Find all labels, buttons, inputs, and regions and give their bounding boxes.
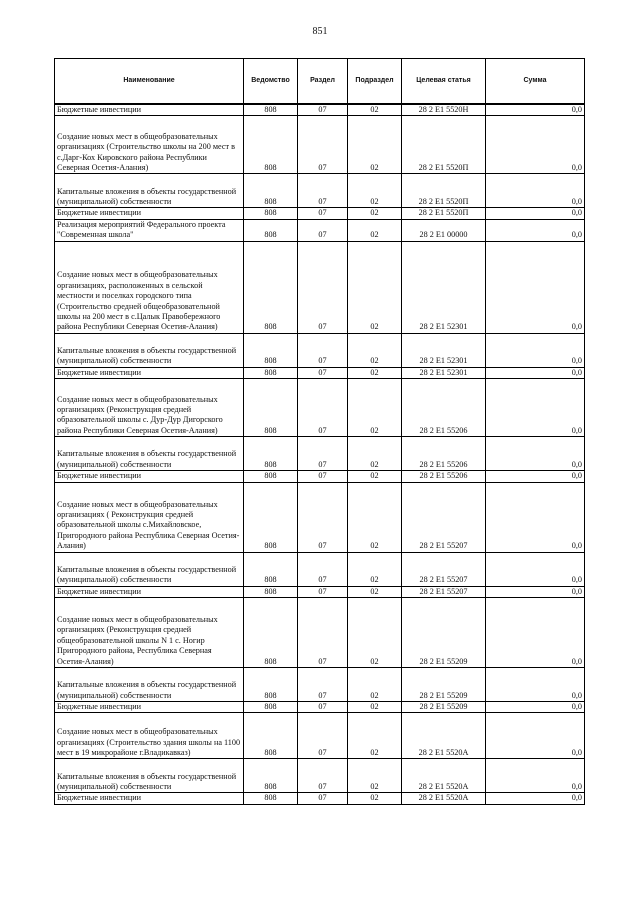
row-section-cell: 07 (298, 208, 348, 219)
row-section-cell: 07 (298, 552, 348, 586)
table-row (55, 379, 585, 437)
table-row (55, 437, 585, 471)
row-department-cell: 808 (244, 174, 298, 208)
row-department-cell: 808 (244, 702, 298, 713)
table-row (55, 793, 585, 804)
table-row (55, 174, 585, 208)
row-department-cell: 808 (244, 208, 298, 219)
row-section-cell: 07 (298, 668, 348, 702)
row-section-cell: 07 (298, 713, 348, 759)
row-department-cell: 808 (244, 241, 298, 333)
row-amount-cell: 0,0 (486, 471, 585, 482)
row-section-cell: 07 (298, 367, 348, 378)
row-subsection-cell: 02 (348, 598, 402, 668)
row-subsection-cell: 02 (348, 713, 402, 759)
row-department-cell: 808 (244, 482, 298, 552)
column-header-department: Ведомство (244, 59, 298, 105)
table-row (55, 471, 585, 482)
row-subsection-cell: 02 (348, 437, 402, 471)
row-section-cell: 07 (298, 437, 348, 471)
row-amount-cell: 0,0 (486, 793, 585, 804)
table-row (55, 219, 585, 241)
row-section-cell: 07 (298, 116, 348, 174)
table-row (55, 702, 585, 713)
table-header-row (55, 59, 585, 105)
row-name-cell: Бюджетные инвестиции (55, 367, 244, 378)
row-name-cell: Капитальные вложения в объекты государственной (муниципальной) собственности (55, 552, 244, 586)
table-row (55, 598, 585, 668)
row-target-item-cell: 28 2 Е1 52301 (402, 241, 486, 333)
row-section-cell: 07 (298, 598, 348, 668)
row-name-cell: Создание новых мест в общеобразовательных организациях, расположенных в сельской местности и поселках городского типа (Строительство средней общеобразовательной школы на 200 мест в с.Цалык Правобережного района Республики Северная Осетия-Алания) (55, 241, 244, 333)
row-subsection-cell: 02 (348, 586, 402, 597)
table-row (55, 586, 585, 597)
row-name-cell: Капитальные вложения в объекты государственной (муниципальной) собственности (55, 174, 244, 208)
column-header-section: Раздел (298, 59, 348, 105)
row-section-cell: 07 (298, 219, 348, 241)
row-department-cell: 808 (244, 471, 298, 482)
row-subsection-cell: 02 (348, 793, 402, 804)
row-department-cell: 808 (244, 713, 298, 759)
table-row (55, 713, 585, 759)
row-name-cell: Бюджетные инвестиции (55, 702, 244, 713)
row-target-item-cell: 28 2 Е1 55206 (402, 471, 486, 482)
row-name-cell: Капитальные вложения в объекты государственной (муниципальной) собственности (55, 333, 244, 367)
row-amount-cell: 0,0 (486, 437, 585, 471)
row-name-cell: Капитальные вложения в объекты государственной (муниципальной) собственности (55, 668, 244, 702)
row-section-cell: 07 (298, 482, 348, 552)
row-subsection-cell: 02 (348, 668, 402, 702)
row-department-cell: 808 (244, 104, 298, 116)
row-name-cell: Создание новых мест в общеобразовательных организациях (Реконструкция средней образовательной школы с. Дур-Дур Дигорского района Республики Северная Осетия-Алания) (55, 379, 244, 437)
row-amount-cell: 0,0 (486, 208, 585, 219)
row-department-cell: 808 (244, 793, 298, 804)
row-name-cell: Создание новых мест в общеобразовательных организациях (Строительство здания школы на 1100 мест в 19 микрорайоне г.Владикавказ) (55, 713, 244, 759)
row-subsection-cell: 02 (348, 208, 402, 219)
table-row (55, 116, 585, 174)
row-amount-cell: 0,0 (486, 367, 585, 378)
row-department-cell: 808 (244, 367, 298, 378)
row-section-cell: 07 (298, 702, 348, 713)
row-section-cell: 07 (298, 793, 348, 804)
row-name-cell: Создание новых мест в общеобразовательных организациях ( Реконструкция средней образовательной школы с.Михайловское, Пригородного района Республика Северная Осетия-Алания) (55, 482, 244, 552)
row-target-item-cell: 28 2 Е1 55206 (402, 379, 486, 437)
column-header-name: Наименование (55, 59, 244, 105)
row-target-item-cell: 28 2 Е1 52301 (402, 333, 486, 367)
table-row (55, 482, 585, 552)
row-amount-cell: 0,0 (486, 219, 585, 241)
row-amount-cell: 0,0 (486, 668, 585, 702)
row-section-cell: 07 (298, 379, 348, 437)
table-row (55, 367, 585, 378)
table-row (55, 759, 585, 793)
row-amount-cell: 0,0 (486, 482, 585, 552)
row-department-cell: 808 (244, 333, 298, 367)
row-department-cell: 808 (244, 437, 298, 471)
row-section-cell: 07 (298, 586, 348, 597)
table-row (55, 333, 585, 367)
row-department-cell: 808 (244, 598, 298, 668)
table-row (55, 668, 585, 702)
row-target-item-cell: 28 2 Е1 5520П (402, 208, 486, 219)
row-section-cell: 07 (298, 471, 348, 482)
row-target-item-cell: 28 2 Е1 5520Н (402, 104, 486, 116)
row-amount-cell: 0,0 (486, 598, 585, 668)
table-row (55, 208, 585, 219)
row-target-item-cell: 28 2 Е1 5520П (402, 174, 486, 208)
row-department-cell: 808 (244, 668, 298, 702)
row-section-cell: 07 (298, 174, 348, 208)
row-target-item-cell: 28 2 Е1 5520А (402, 793, 486, 804)
row-amount-cell: 0,0 (486, 174, 585, 208)
row-name-cell: Бюджетные инвестиции (55, 208, 244, 219)
row-subsection-cell: 02 (348, 759, 402, 793)
row-amount-cell: 0,0 (486, 759, 585, 793)
row-section-cell: 07 (298, 241, 348, 333)
row-subsection-cell: 02 (348, 174, 402, 208)
row-target-item-cell: 28 2 Е1 55209 (402, 702, 486, 713)
row-name-cell: Капитальные вложения в объекты государственной (муниципальной) собственности (55, 759, 244, 793)
row-department-cell: 808 (244, 586, 298, 597)
row-subsection-cell: 02 (348, 104, 402, 116)
row-subsection-cell: 02 (348, 379, 402, 437)
row-name-cell: Реализация мероприятий Федерального проекта "Современная школа" (55, 219, 244, 241)
row-target-item-cell: 28 2 Е1 5520А (402, 713, 486, 759)
row-amount-cell: 0,0 (486, 241, 585, 333)
column-header-target-item: Целевая статья (402, 59, 486, 105)
row-department-cell: 808 (244, 116, 298, 174)
row-amount-cell: 0,0 (486, 379, 585, 437)
row-name-cell: Бюджетные инвестиции (55, 793, 244, 804)
column-header-subsection: Подраздел (348, 59, 402, 105)
column-header-amount: Сумма (486, 59, 585, 105)
row-name-cell: Бюджетные инвестиции (55, 586, 244, 597)
row-target-item-cell: 28 2 Е1 52301 (402, 367, 486, 378)
row-name-cell: Бюджетные инвестиции (55, 104, 244, 116)
row-subsection-cell: 02 (348, 367, 402, 378)
row-amount-cell: 0,0 (486, 333, 585, 367)
row-target-item-cell: 28 2 Е1 55207 (402, 586, 486, 597)
row-name-cell: Капитальные вложения в объекты государственной (муниципальной) собственности (55, 437, 244, 471)
row-amount-cell: 0,0 (486, 116, 585, 174)
row-amount-cell: 0,0 (486, 104, 585, 116)
row-department-cell: 808 (244, 552, 298, 586)
row-subsection-cell: 02 (348, 116, 402, 174)
row-target-item-cell: 28 2 Е1 00000 (402, 219, 486, 241)
row-target-item-cell: 28 2 Е1 55207 (402, 552, 486, 586)
table-row (55, 104, 585, 116)
row-subsection-cell: 02 (348, 702, 402, 713)
row-department-cell: 808 (244, 759, 298, 793)
row-amount-cell: 0,0 (486, 586, 585, 597)
row-name-cell: Создание новых мест в общеобразовательных организациях (Строительство школы на 200 мест в с.Дарг-Кох Кировского района Республики Северная Осетия-Алания) (55, 116, 244, 174)
row-subsection-cell: 02 (348, 219, 402, 241)
row-target-item-cell: 28 2 Е1 5520А (402, 759, 486, 793)
row-target-item-cell: 28 2 Е1 55209 (402, 598, 486, 668)
row-subsection-cell: 02 (348, 333, 402, 367)
row-subsection-cell: 02 (348, 241, 402, 333)
row-subsection-cell: 02 (348, 482, 402, 552)
row-target-item-cell: 28 2 Е1 55207 (402, 482, 486, 552)
row-amount-cell: 0,0 (486, 702, 585, 713)
row-department-cell: 808 (244, 219, 298, 241)
row-target-item-cell: 28 2 Е1 55206 (402, 437, 486, 471)
row-section-cell: 07 (298, 759, 348, 793)
row-target-item-cell: 28 2 Е1 5520П (402, 116, 486, 174)
budget-table (54, 58, 585, 805)
row-target-item-cell: 28 2 Е1 55209 (402, 668, 486, 702)
row-subsection-cell: 02 (348, 471, 402, 482)
row-amount-cell: 0,0 (486, 713, 585, 759)
row-name-cell: Бюджетные инвестиции (55, 471, 244, 482)
row-department-cell: 808 (244, 379, 298, 437)
row-amount-cell: 0,0 (486, 552, 585, 586)
table-row (55, 241, 585, 333)
row-subsection-cell: 02 (348, 552, 402, 586)
page-number: 851 (312, 26, 328, 37)
row-name-cell: Создание новых мест в общеобразовательных организациях (Реконструкция средней общеобразовательной школы N 1 с. Ногир Пригородного района, Республика Северная Осетия-Алания) (55, 598, 244, 668)
row-section-cell: 07 (298, 333, 348, 367)
row-section-cell: 07 (298, 104, 348, 116)
table-row (55, 552, 585, 586)
